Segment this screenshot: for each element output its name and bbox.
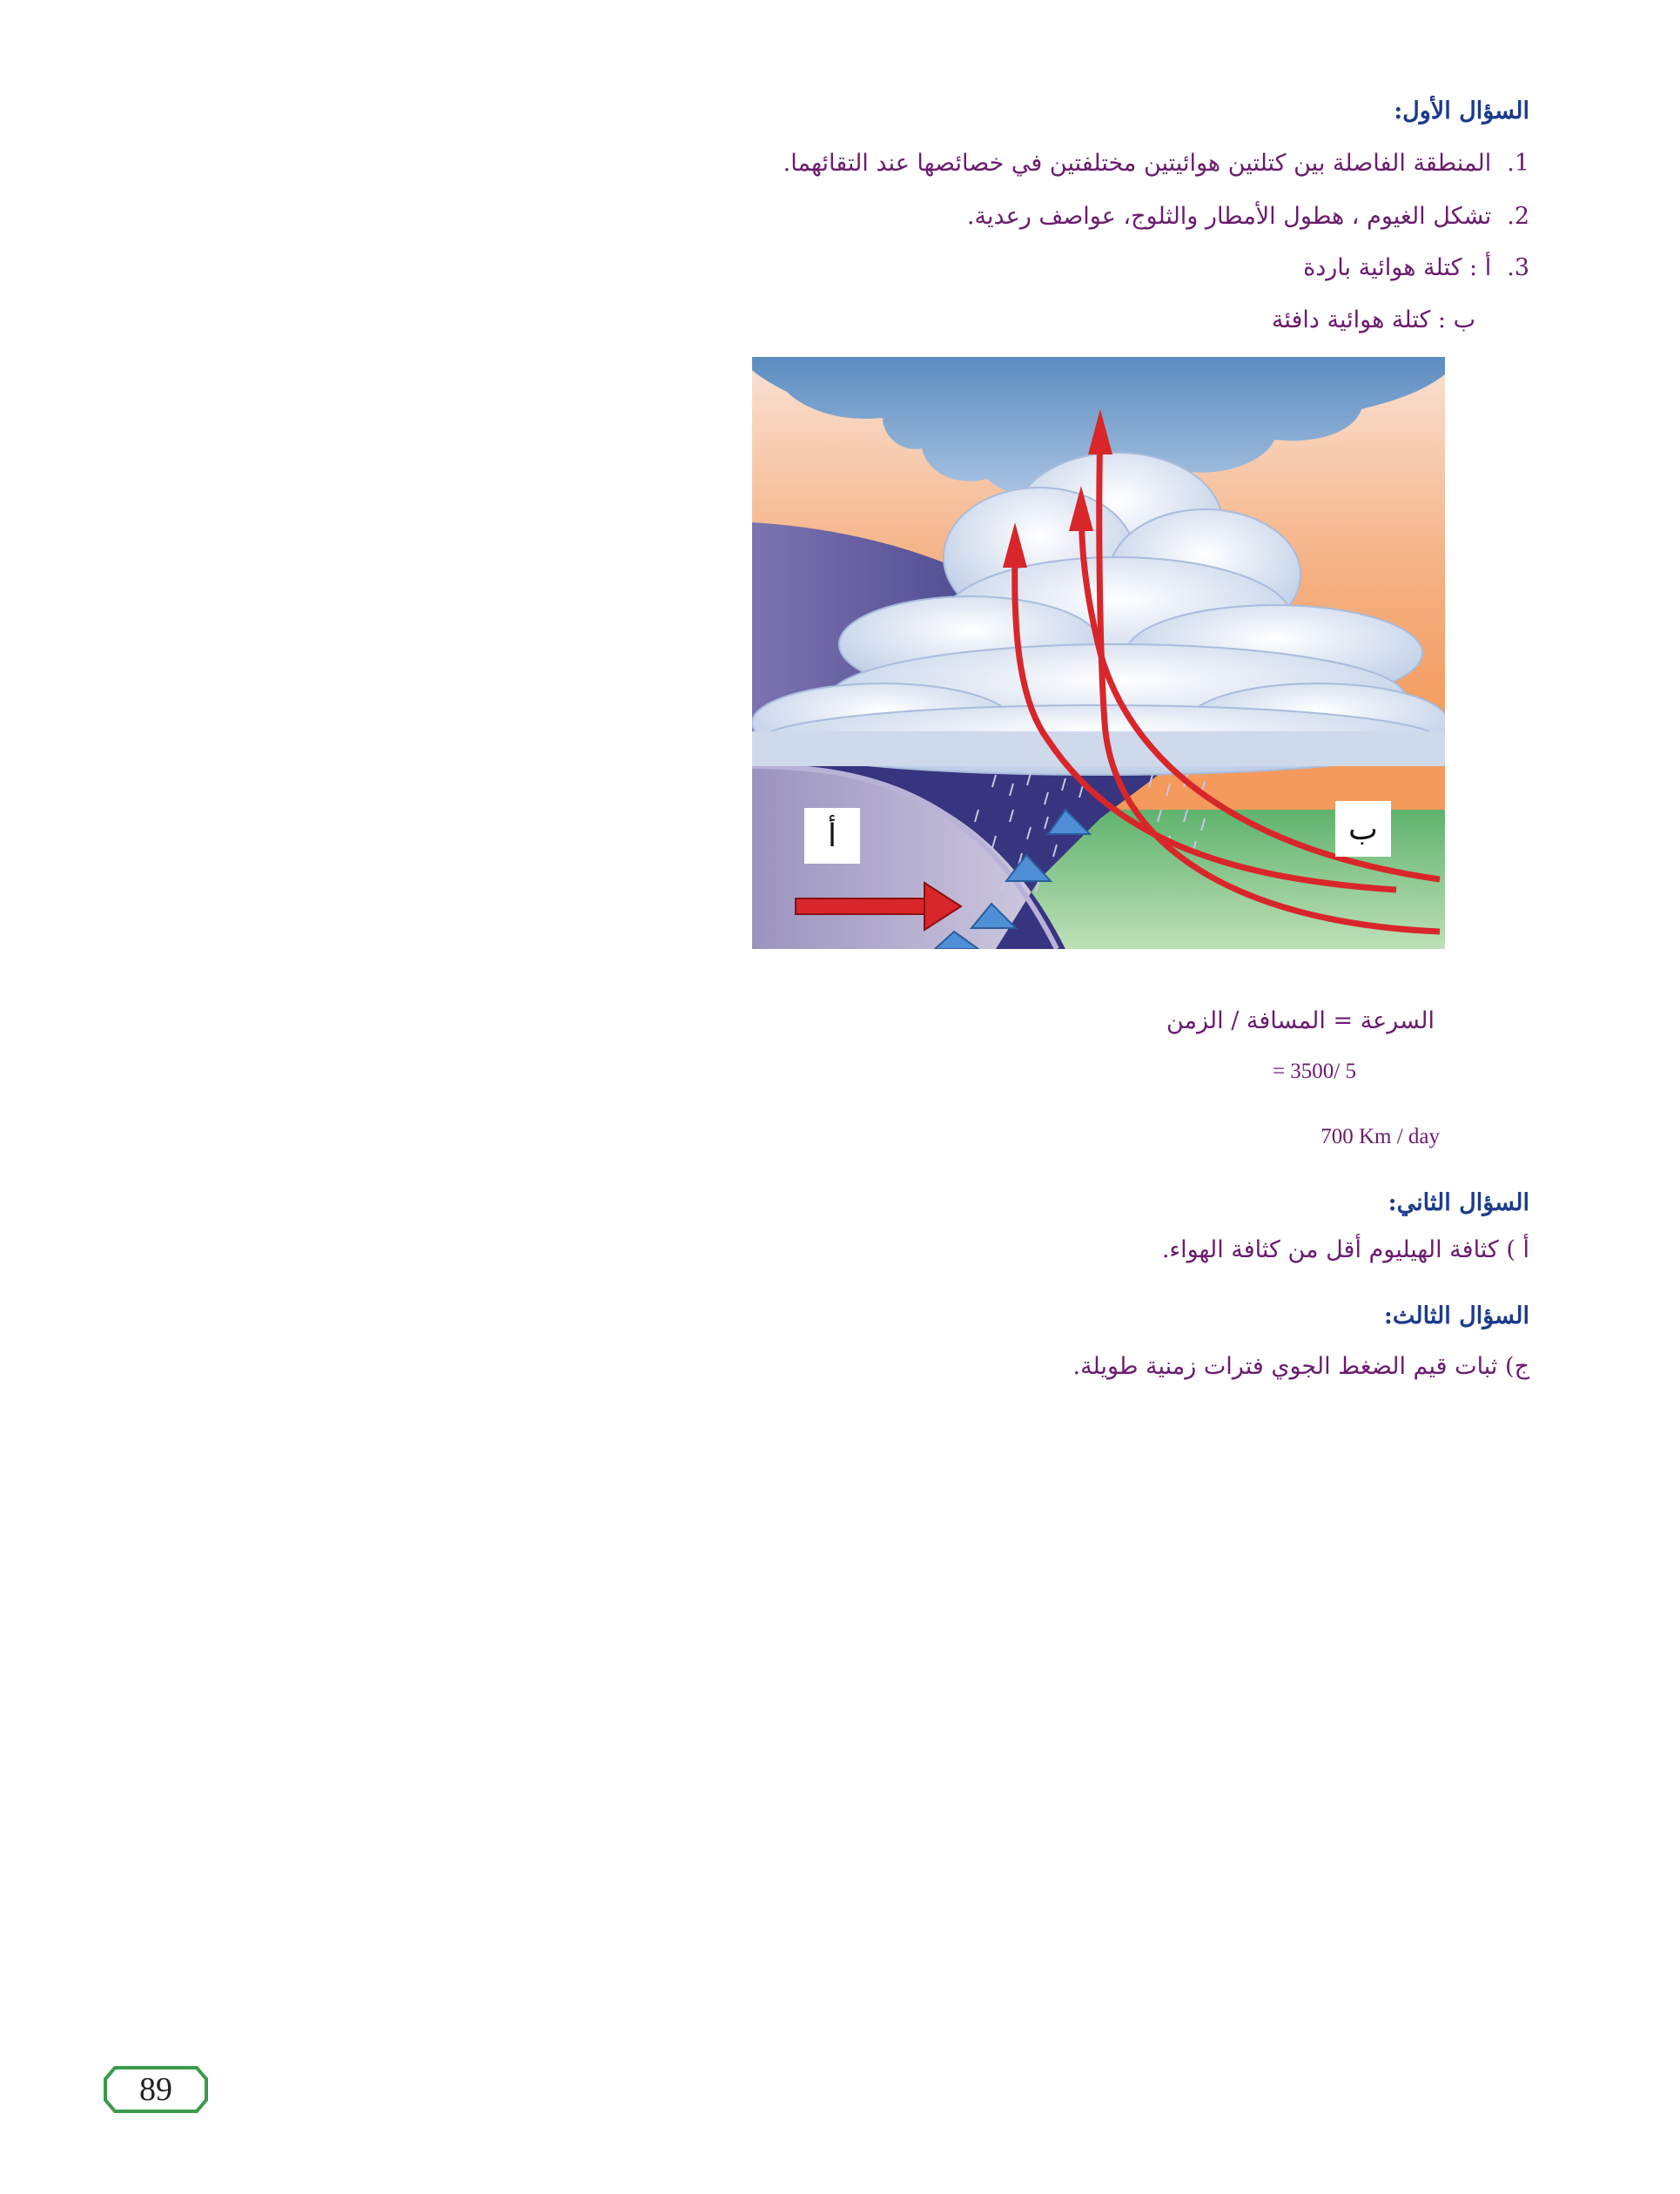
label-b: ب	[1348, 811, 1378, 847]
speed-result: 700 Km / day	[1320, 1125, 1440, 1148]
label-a: أ	[827, 818, 837, 854]
item-text: أ : كتلة هوائية باردة	[1303, 254, 1492, 281]
question-1-item-1	[783, 150, 1529, 177]
question-1-item-3	[1303, 254, 1529, 281]
question-2-answer: أ ) كثافة الهيليوم أقل من كثافة الهواء.	[1161, 1236, 1529, 1263]
cold-front-diagram	[752, 357, 1445, 949]
question-3-heading: السؤال الثالث:	[1383, 1302, 1529, 1329]
item-text: تشكل الغيوم ، هطول الأمطار والثلوج، عواصف رعدية.	[966, 203, 1492, 230]
item-number: 3.	[1507, 254, 1529, 281]
page-number: 89	[139, 2071, 172, 2108]
cloud-base	[752, 731, 1445, 766]
item-number: 1.	[1507, 150, 1529, 177]
item-text: المنطقة الفاصلة بين كتلتين هوائيتين مختلفتين في خصائصها عند التقائهما.	[783, 150, 1492, 177]
question-1-item-3b: ب : كتلة هوائية دافئة	[1271, 306, 1475, 333]
speed-substitution: = 3500/ 5	[1272, 1060, 1356, 1083]
question-1-item-2	[967, 203, 1529, 230]
item-number: 2.	[1507, 203, 1529, 230]
question-3-answer: ج) ثبات قيم الضغط الجوي فترات زمنية طويلة.	[1072, 1353, 1529, 1380]
page-number-badge	[103, 2065, 209, 2114]
speed-formula: السرعة = المسافة / الزمن	[1166, 1007, 1435, 1034]
question-2-heading: السؤال الثاني:	[1388, 1189, 1529, 1216]
question-1-heading: السؤال الأول:	[1394, 98, 1529, 125]
cold-air-arrow-shaft	[796, 898, 926, 914]
